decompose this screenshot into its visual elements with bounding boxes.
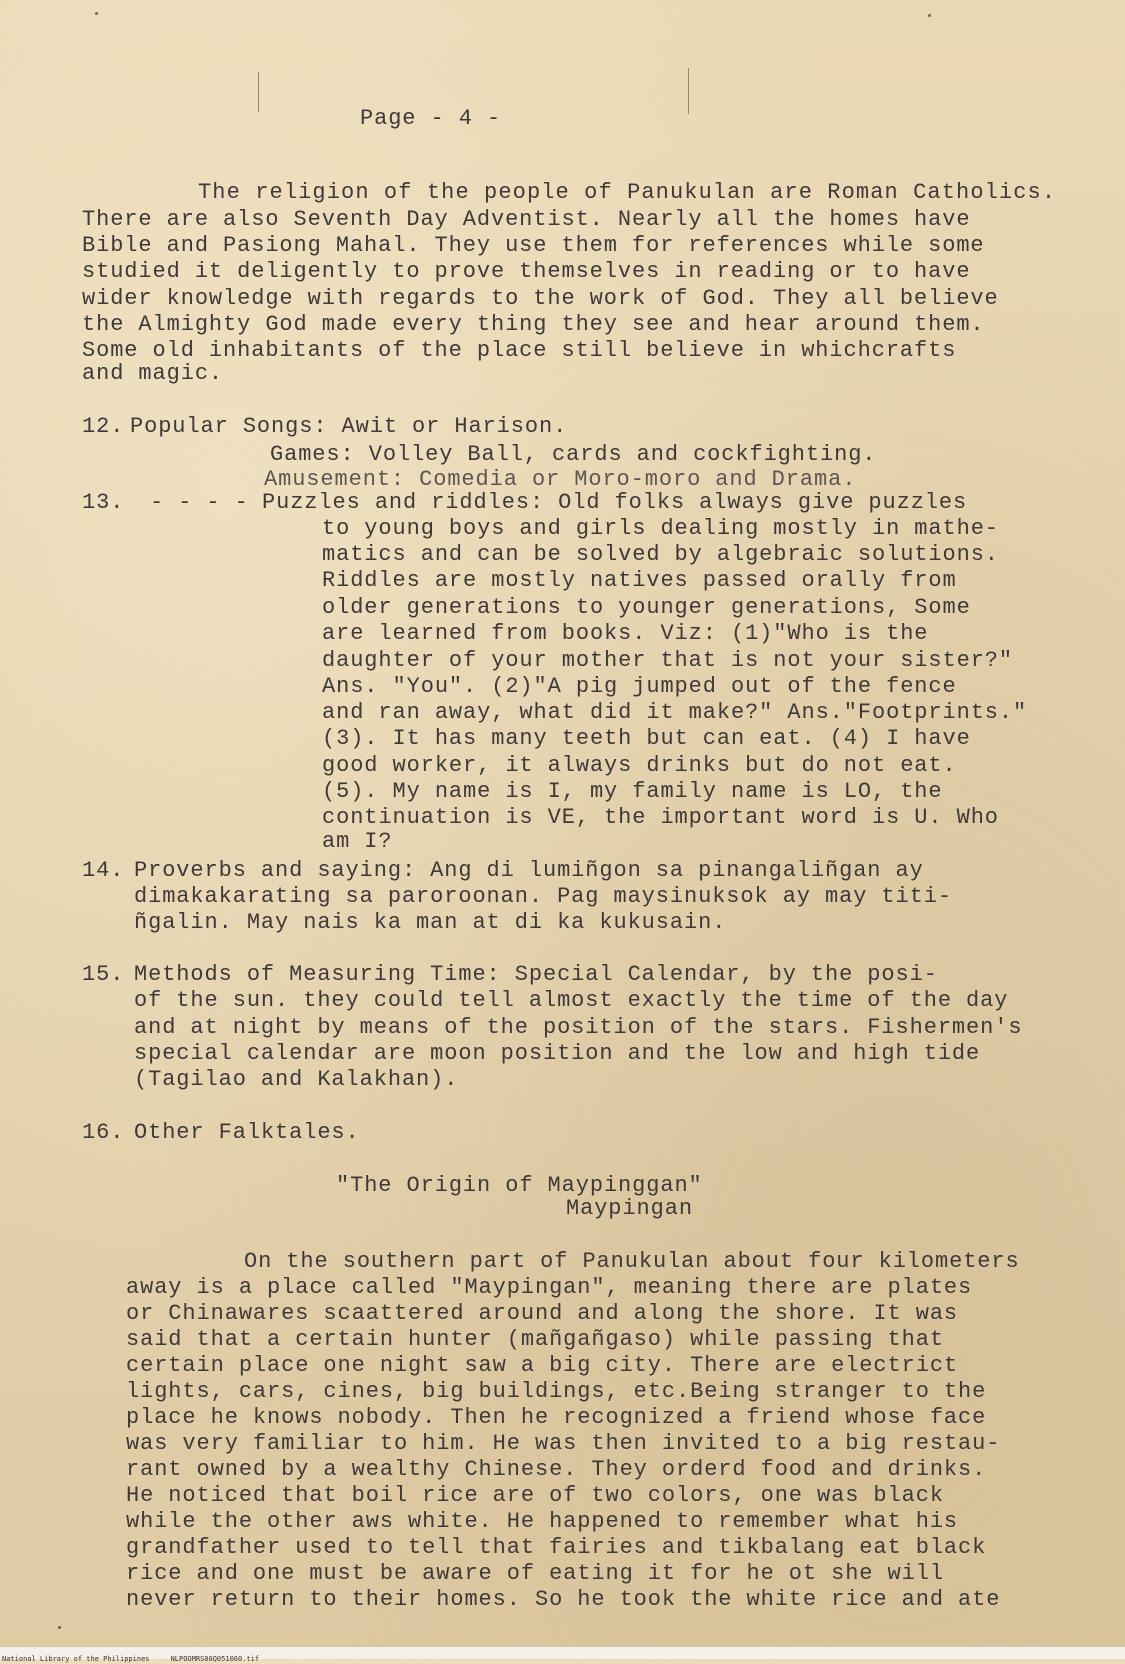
item-15-line: special calendar are moon position and the low and high tide [134,1041,981,1066]
item-12-number: 12. [82,414,125,439]
item-14-line: dimakakarating sa paroroonan. Pag maysinuksok ay may titi- [134,884,952,909]
religion-line: wider knowledge with regards to the work of God. They all believe [82,286,999,311]
item-13-line: good worker, it always drinks but do not eat. [322,753,957,778]
item-13-line: daughter of your mother that is not your sister?" [322,648,1014,673]
story-line: said that a certain hunter (mañgañgaso) while passing that [126,1327,944,1352]
religion-line: and magic. [82,361,224,386]
story-line: He noticed that boil rice are of two colors, one was black [126,1483,944,1508]
religion-line: studied it deligently to prove themselves in reading or to have [82,259,971,284]
story-line: lights, cars, cines, big buildings, etc.Being stranger to the [126,1379,987,1404]
scan-footer-label: National Library of the Philippines NLPOOMRS00Q051060.tif [2,1655,260,1663]
item-15-line: and at night by means of the position of the stars. Fishermen's [134,1015,1023,1040]
story-line: rant owned by a wealthy Chinese. They orderd food and drinks. [126,1457,987,1482]
item-13-line: (5). My name is I, my family name is LO, the [322,779,943,804]
item-14-line: Proverbs and saying: Ang di lumiñgon sa pinangaliñgan ay [134,858,924,883]
item-13-line: continuation is VE, the important word is U. Who [322,805,999,830]
ink-speck [58,1626,61,1629]
story-line: On the southern part of Panukulan about four kilometers [244,1249,1020,1274]
item-12-games: Games: Volley Ball, cards and cockfighting. [270,442,877,467]
item-14-number: 14. [82,858,125,883]
story-line: or Chinawares scaattered around and along the shore. It was [126,1301,959,1326]
fold-mark-right [688,68,689,114]
ink-speck [928,14,931,17]
item-13-number: 13. [82,490,125,515]
item-12-songs: Popular Songs: Awit or Harison. [130,414,568,439]
story-line: was very familiar to him. He was then invited to a big restau- [126,1431,1001,1456]
item-15-number: 15. [82,962,125,987]
story-line: rice and one must be aware of eating it for he ot she will [126,1561,944,1586]
item-13-line: older generations to younger generations, Some [322,595,971,620]
religion-line: Bible and Pasiong Mahal. They use them for references while some [82,233,985,258]
item-15-line: of the sun. they could tell almost exactly the time of the day [134,988,1009,1013]
story-line: away is a place called "Maypingan", meaning there are plates [126,1275,973,1300]
item-13-line: and ran away, what did it make?" Ans."Footprints." [322,700,1028,725]
story-line: never return to their homes. So he took the white rice and ate [126,1587,1001,1612]
page-header: Page - 4 - [360,106,502,131]
item-13-line: Puzzles and riddles: Old folks always give puzzles [262,490,968,515]
item-13-line: matics and can be solved by algebraic solutions. [322,542,999,567]
story-title: "The Origin of Maypinggan" [336,1173,703,1198]
religion-line: the Almighty God made every thing they see and hear around them. [82,312,985,337]
story-subtitle: Maypingan [566,1196,693,1221]
story-line: while the other aws white. He happened to remember what his [126,1509,959,1534]
item-13-line: Ans. "You". (2)"A pig jumped out of the fence [322,674,957,699]
item-13-line: Riddles are mostly natives passed orally from [322,568,957,593]
story-line: grandfather used to tell that fairies and tikbalang eat black [126,1535,987,1560]
story-line: certain place one night saw a big city. There are electrict [126,1353,959,1378]
fold-mark-left [258,72,259,112]
religion-line: The religion of the people of Panukulan are Roman Catholics. [198,180,1057,205]
item-13-line: (3). It has many teeth but can eat. (4) I have [322,726,971,751]
item-16-text: Other Falktales. [134,1120,360,1145]
item-13-line: are learned from books. Viz: (1)"Who is the [322,621,929,646]
item-13-line: to young boys and girls dealing mostly in mathe- [322,516,999,541]
story-line: place he knows nobody. Then he recognized a friend whose face [126,1405,987,1430]
item-15-line: Methods of Measuring Time: Special Calendar, by the posi- [134,962,938,987]
item-15-line: (Tagilao and Kalakhan). [134,1067,459,1092]
religion-line: There are also Seventh Day Adventist. Nearly all the homes have [82,207,971,232]
item-14-line: ñgalin. May nais ka man at di ka kukusain. [134,910,727,935]
ink-speck [95,12,98,15]
item-13-line: am I? [322,829,393,854]
religion-line: Some old inhabitants of the place still believe in whichcrafts [82,338,957,363]
item-16-number: 16. [82,1120,125,1145]
item-12-amusement: Amusement: Comedia or Moro-moro and Drama. [264,467,857,492]
item-13-dashes: - - - - [150,490,249,515]
